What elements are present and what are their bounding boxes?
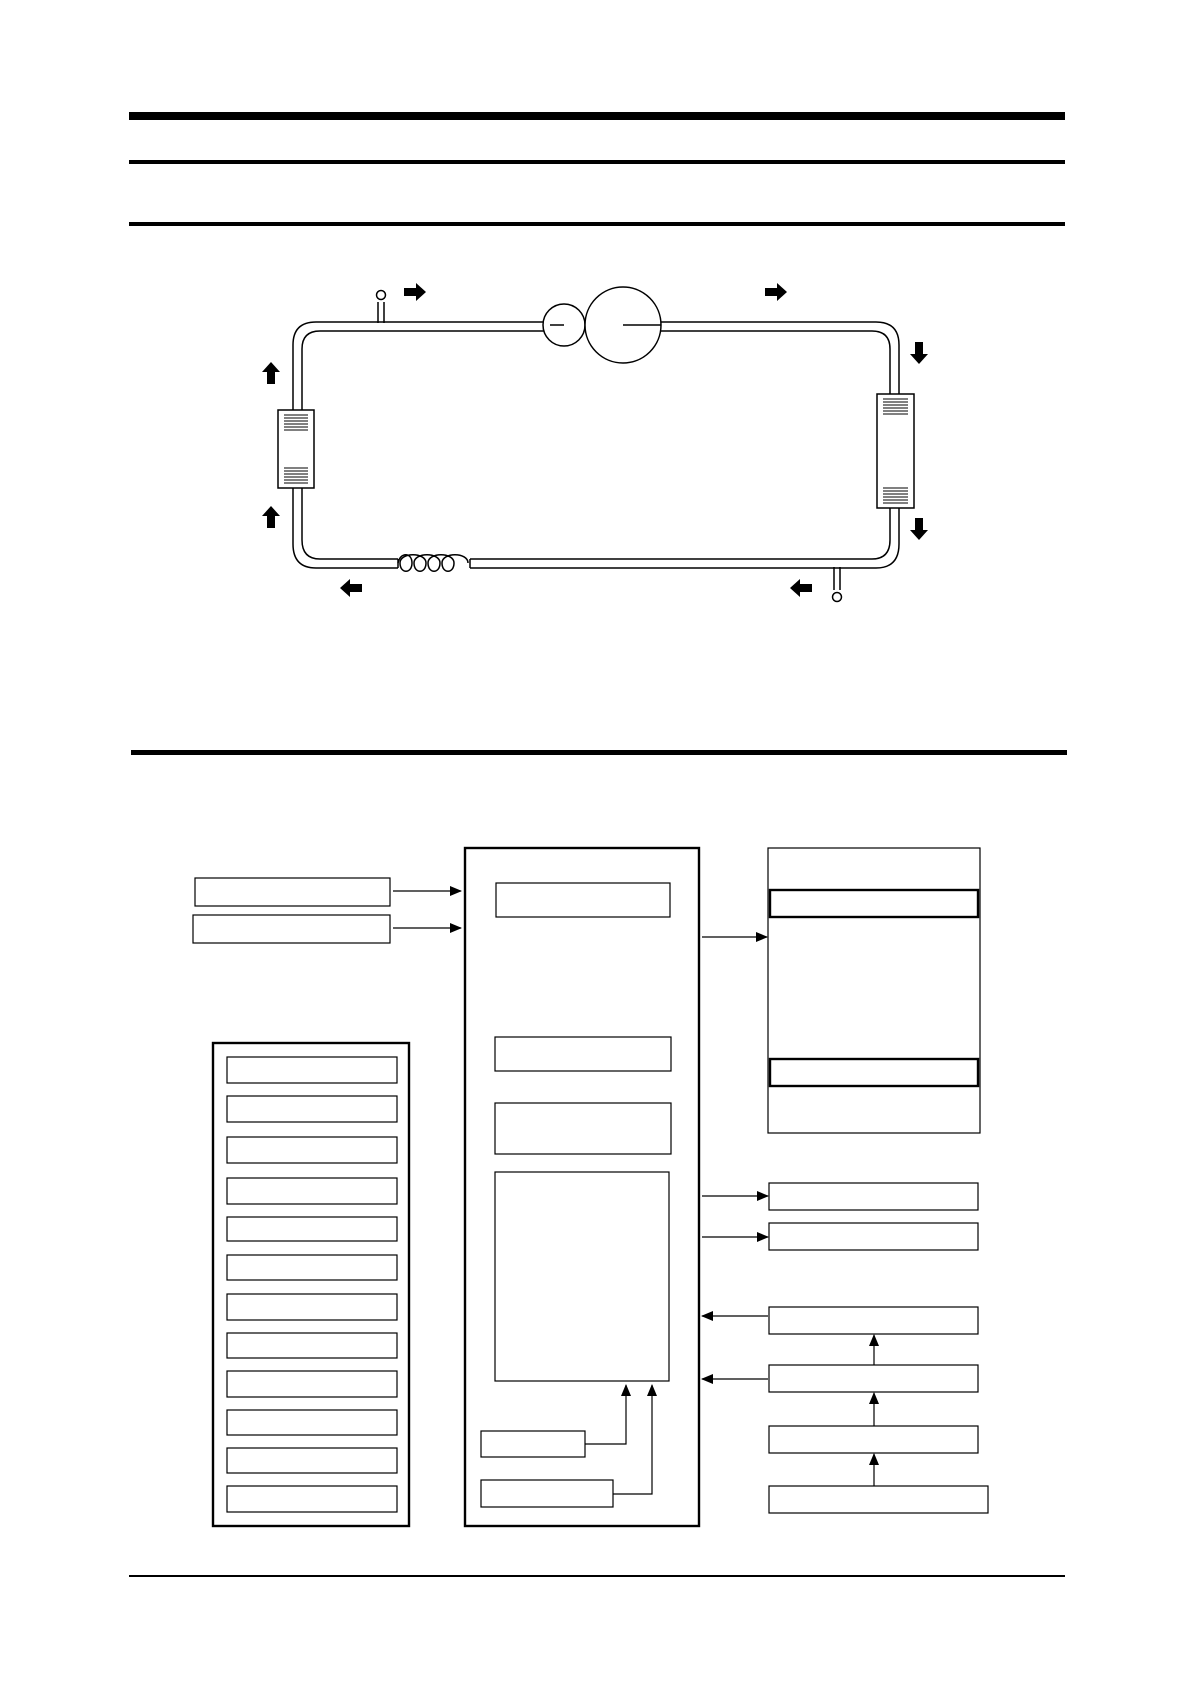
right-top-bar-2 — [770, 1059, 978, 1086]
left-panel-box-6 — [227, 1255, 397, 1280]
center-sub-box-4 — [495, 1172, 669, 1381]
right-top-bar-1 — [770, 890, 978, 917]
chain-box-2 — [769, 1365, 978, 1392]
center-panel — [465, 848, 699, 1526]
center-sub-box-6 — [481, 1480, 613, 1507]
header-rule-bottom — [129, 222, 1065, 226]
flow-arrow-right-1 — [404, 283, 426, 301]
flow-arrow-down-1 — [910, 342, 928, 364]
left-panel-box-9 — [227, 1371, 397, 1397]
refrigerant-cycle-diagram — [278, 287, 914, 602]
flow-arrow-left-2 — [340, 579, 362, 597]
flow-arrow-up-2 — [262, 362, 280, 384]
left-panel-box-10 — [227, 1410, 397, 1435]
section-rule — [131, 750, 1067, 755]
flow-arrow-right-2 — [765, 283, 787, 301]
output-box-1 — [769, 1183, 978, 1210]
center-sub-box-3 — [495, 1103, 671, 1154]
input-box-1 — [195, 878, 390, 906]
left-panel-box-5 — [227, 1217, 397, 1241]
left-panel-box-4 — [227, 1178, 397, 1204]
input-box-2 — [193, 915, 390, 943]
footer-rule — [129, 1575, 1065, 1577]
left-panel-box-3 — [227, 1137, 397, 1163]
flow-arrow-down-2 — [910, 518, 928, 540]
evaporator — [278, 410, 314, 488]
left-panel-box-8 — [227, 1333, 397, 1358]
left-panel-box-7 — [227, 1294, 397, 1320]
center-sub-box-1 — [496, 883, 670, 917]
left-panel-box-1 — [227, 1057, 397, 1083]
chain-box-3 — [769, 1426, 978, 1453]
header-rule-mid — [129, 160, 1065, 164]
center-sub-box-5 — [481, 1431, 585, 1457]
flow-arrow-left-1 — [790, 579, 812, 597]
pipe-outer — [293, 322, 899, 568]
left-panel-box-11 — [227, 1448, 397, 1473]
center-sub-box-2 — [495, 1037, 671, 1071]
header-rule-top — [129, 112, 1065, 120]
left-panel-box-2 — [227, 1096, 397, 1122]
chain-box-1 — [769, 1307, 978, 1334]
chain-box-4 — [769, 1486, 988, 1513]
left-panel — [213, 1043, 409, 1526]
control-block-diagram — [193, 848, 988, 1526]
left-panel-box-12 — [227, 1486, 397, 1512]
pipe-inner — [302, 331, 890, 559]
flow-arrow-up-1 — [262, 506, 280, 528]
output-box-2 — [769, 1223, 978, 1250]
